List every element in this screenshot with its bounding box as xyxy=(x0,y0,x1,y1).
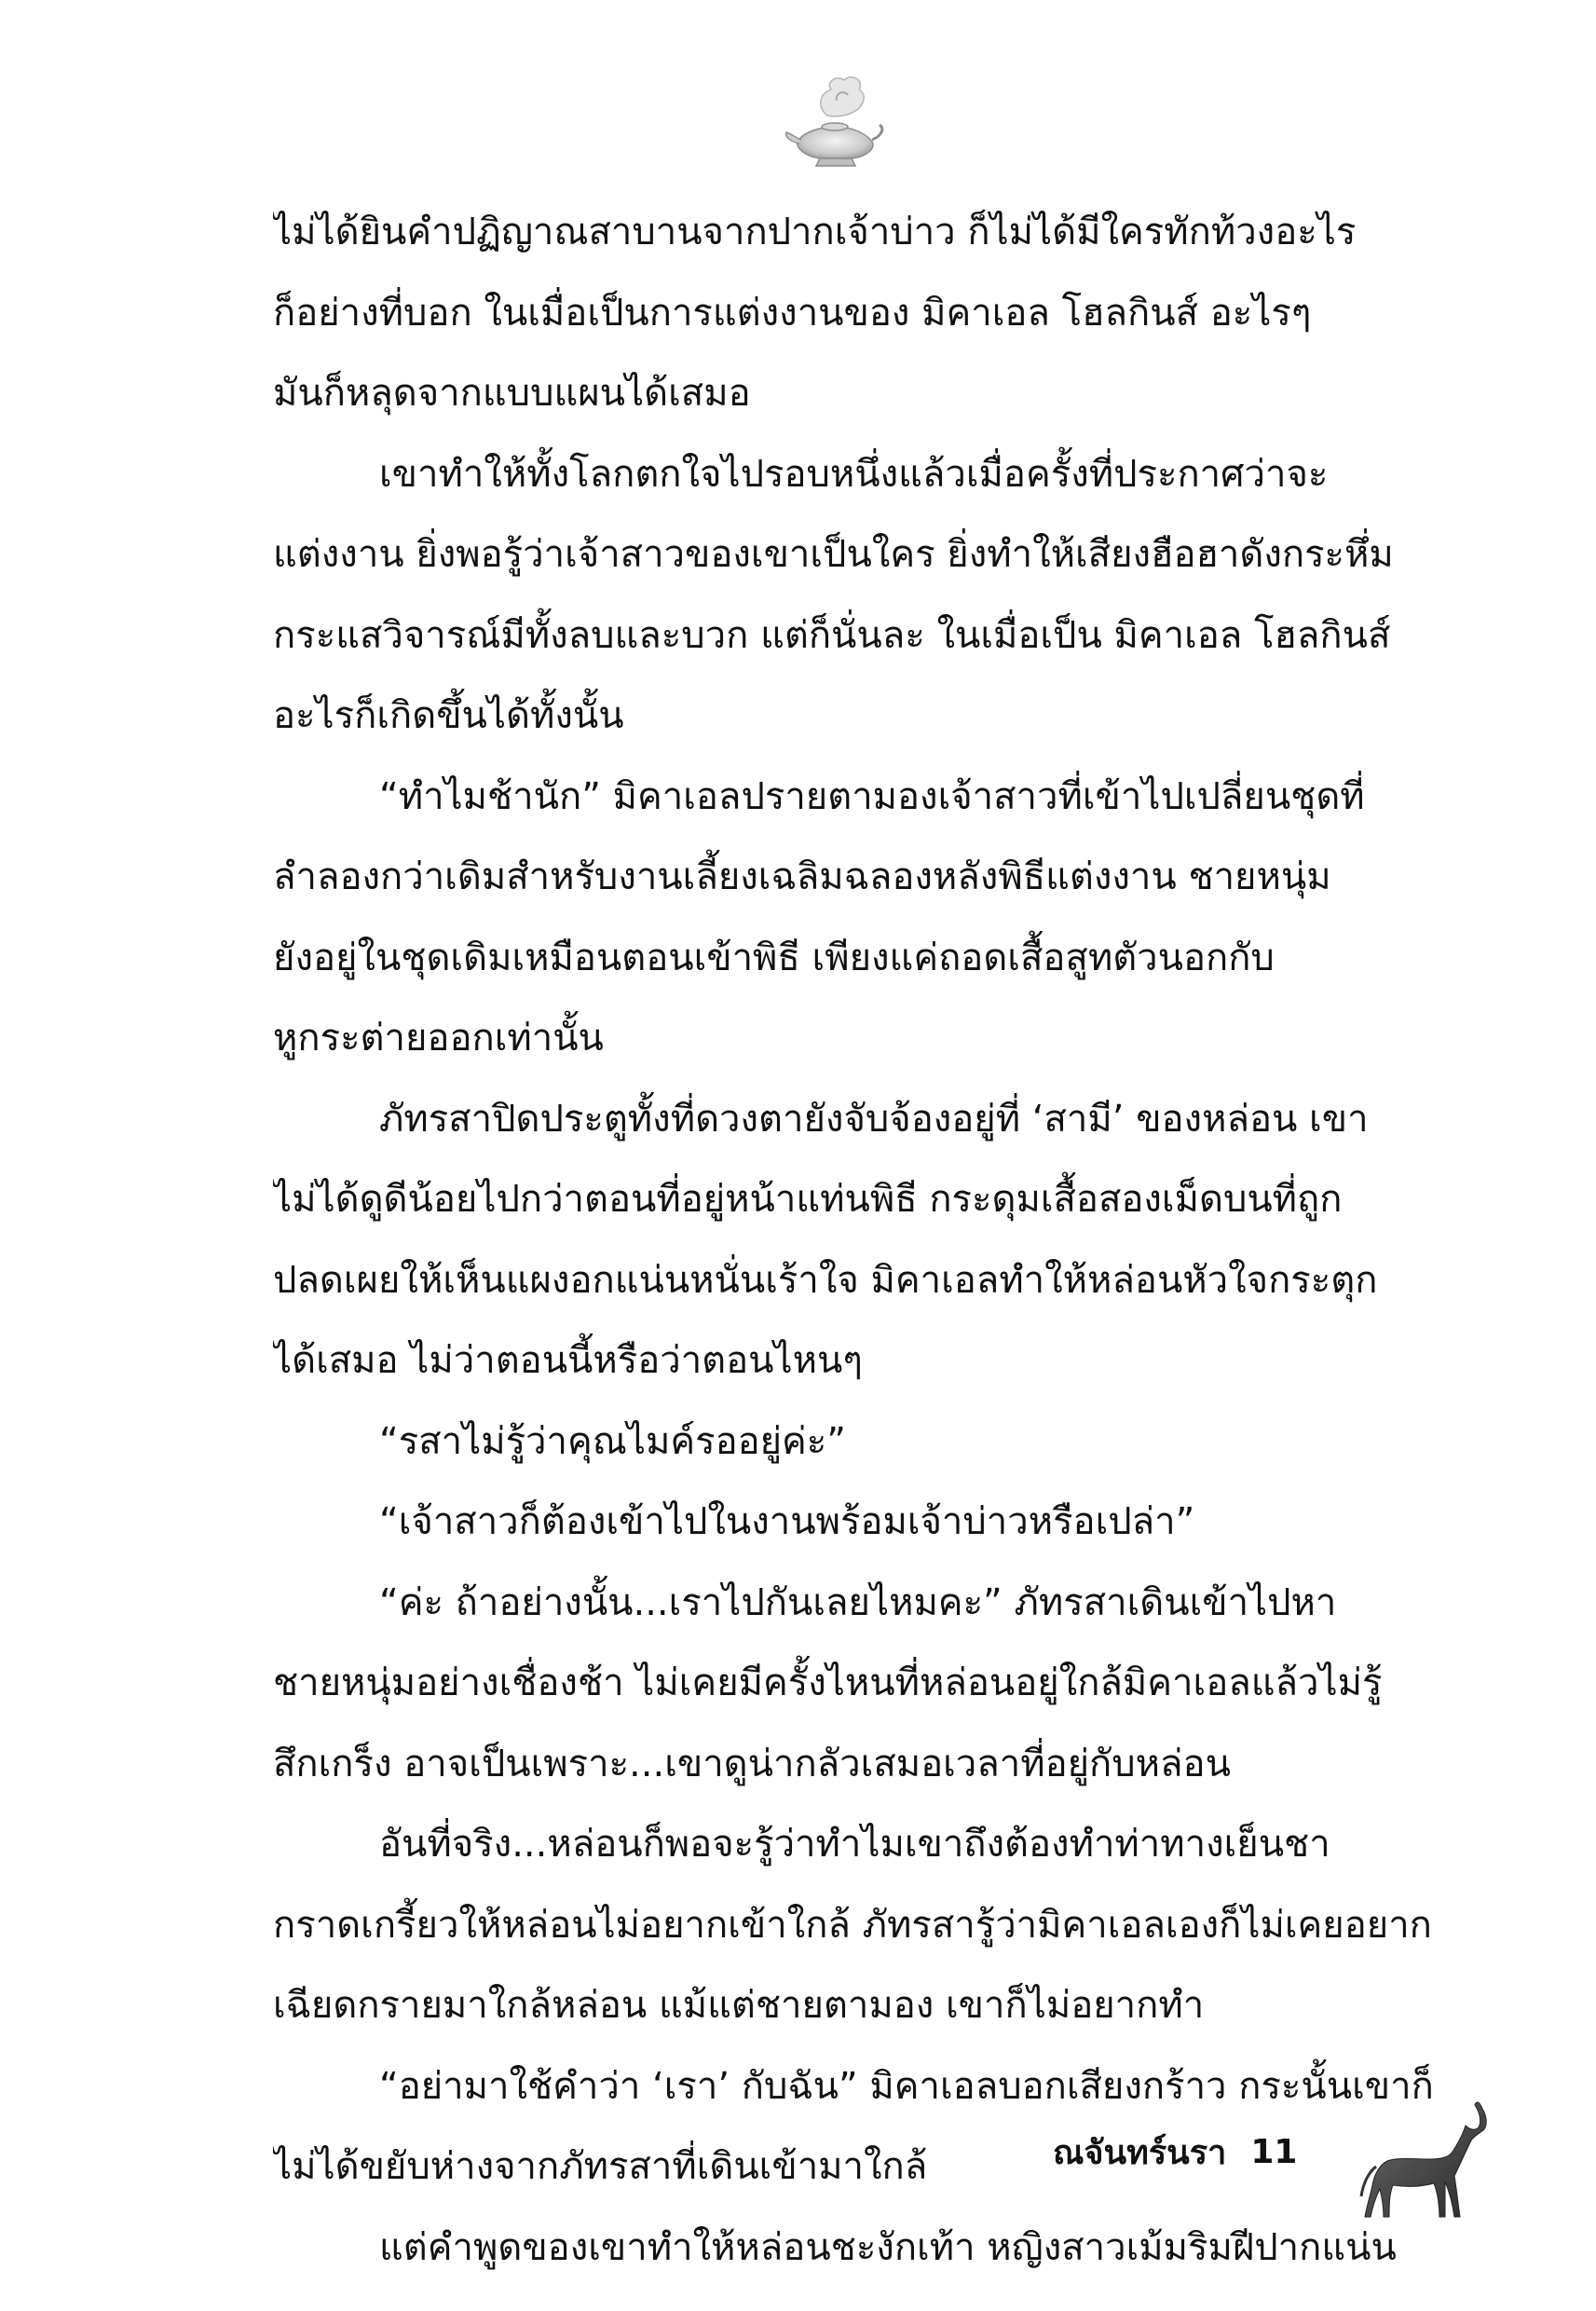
text-line: หูกระต่ายออกเท่านั้น xyxy=(273,1017,604,1060)
text-line: ไม่ได้ขยับห่างจากภัทรสาที่เดินเข้ามาใกล้ xyxy=(273,2145,928,2188)
text-line: ได้เสมอ ไม่ว่าตอนนี้หรือว่าตอนไหนๆ xyxy=(273,1339,863,1382)
text-line: เขาทำให้ทั้งโลกตกใจไปรอบหนึ่งแล้วเมื่อครั้งที่ประกาศว่าจะ xyxy=(379,452,1329,496)
text-line: เฉียดกรายมาใกล้หล่อน แม้แต่ชายตามอง เขาก็ไม่อยากทำ xyxy=(273,1984,1205,2027)
text-line: สึกเกร็ง อาจเป็นเพราะ...เขาดูน่ากลัวเสมอเวลาที่อยู่กับหล่อน xyxy=(273,1742,1231,1785)
text-line: กระแสวิจารณ์มีทั้งลบและบวก แต่ก็นั่นละ ในเมื่อเป็น มิคาเอล โฮลกินส์ xyxy=(273,613,1391,657)
author-name: ณจันทร์นรา xyxy=(1053,2133,1227,2172)
text-line: แต่งงาน ยิ่งพอรู้ว่าเจ้าสาวของเขาเป็นใคร ยิ่งทำให้เสียงฮือฮาดังกระหึ่ม xyxy=(273,533,1394,576)
text-line: แต่คำพูดของเขาทำให้หล่อนชะงักเท้า หญิงสาวเม้มริมฝีปากแน่น xyxy=(379,2225,1397,2269)
text-line: มันก็หลุดจากแบบแผนได้เสมอ xyxy=(273,372,751,415)
text-line: อันที่จริง...หล่อนก็พอจะรู้ว่าทำไมเขาถึงต้องทำท่าทางเย็นชา xyxy=(379,1823,1330,1866)
text-line: “เจ้าสาวก็ต้องเข้าไปในงานพร้อมเจ้าบ่าวหรือเปล่า” xyxy=(379,1500,1195,1543)
text-line: “ทำไมช้านัก” มิคาเอลปรายตามองเจ้าสาวที่เข้าไปเปลี่ยนชุดที่ xyxy=(379,774,1365,818)
text-line: กราดเกรี้ยวให้หล่อนไม่อยากเข้าใกล้ ภัทรสารู้ว่ามิคาเอลเองก็ไม่เคยอยาก xyxy=(273,1903,1432,1947)
text-line: ไม่ได้ยินคำปฏิญาณสาบานจากปากเจ้าบ่าว ก็ไม่ได้มีใครทักท้วงอะไร xyxy=(273,211,1357,253)
text-line: “ค่ะ ถ้าอย่างนั้น...เราไปกันเลยไหมคะ” ภัทรสาเดินเข้าไปหา xyxy=(379,1580,1337,1624)
text-line: ปลดเผยให้เห็นแผงอกแน่นหนั่นเร้าใจ มิคาเอลทำให้หล่อนหัวใจกระตุก xyxy=(273,1258,1378,1302)
text-line: ยังอยู่ในชุดเดิมเหมือนตอนเข้าพิธี เพียงแค่ถอดเสื้อสูทตัวนอกกับ xyxy=(273,936,1275,979)
text-line: ลำลองกว่าเดิมสำหรับงานเลี้ยงเฉลิมฉลองหลังพิธีแต่งงาน ชายหนุ่ม xyxy=(273,855,1331,898)
text-line: ไม่ได้ดูดีน้อยไปกว่าตอนที่อยู่หน้าแท่นพิธี กระดุมเสื้อสองเม็ดบนที่ถูก xyxy=(273,1178,1343,1221)
horse-icon xyxy=(1356,2092,1491,2227)
text-line: ก็อย่างที่บอก ในเมื่อเป็นการแต่งงานของ มิคาเอล โฮลกินส์ อะไรๆ xyxy=(273,291,1312,335)
page-footer xyxy=(1053,2110,1297,2194)
text-line: ภัทรสาปิดประตูทั้งที่ดวงตายังจับจ้องอยู่ที่ ‘สามี’ ของหล่อน เขา xyxy=(379,1097,1369,1141)
text-line: อะไรก็เกิดขึ้นได้ทั้งนั้น xyxy=(273,694,624,737)
text-line: “อย่ามาใช้คำว่า ‘เรา’ กับฉัน” มิคาเอลบอกเสียงกร้าว กระนั้นเขาก็ xyxy=(379,2064,1434,2108)
genie-lamp-icon xyxy=(779,67,891,179)
text-line: ชายหนุ่มอย่างเชื่องช้า ไม่เคยมีครั้งไหนที่หล่อนอยู่ใกล้มิคาเอลแล้วไม่รู้ xyxy=(273,1661,1383,1704)
text-line: “รสาไม่รู้ว่าคุณไมค์รออยู่ค่ะ” xyxy=(379,1419,847,1463)
body-text xyxy=(273,192,1449,2288)
page-number: 11 xyxy=(1250,2132,1298,2171)
